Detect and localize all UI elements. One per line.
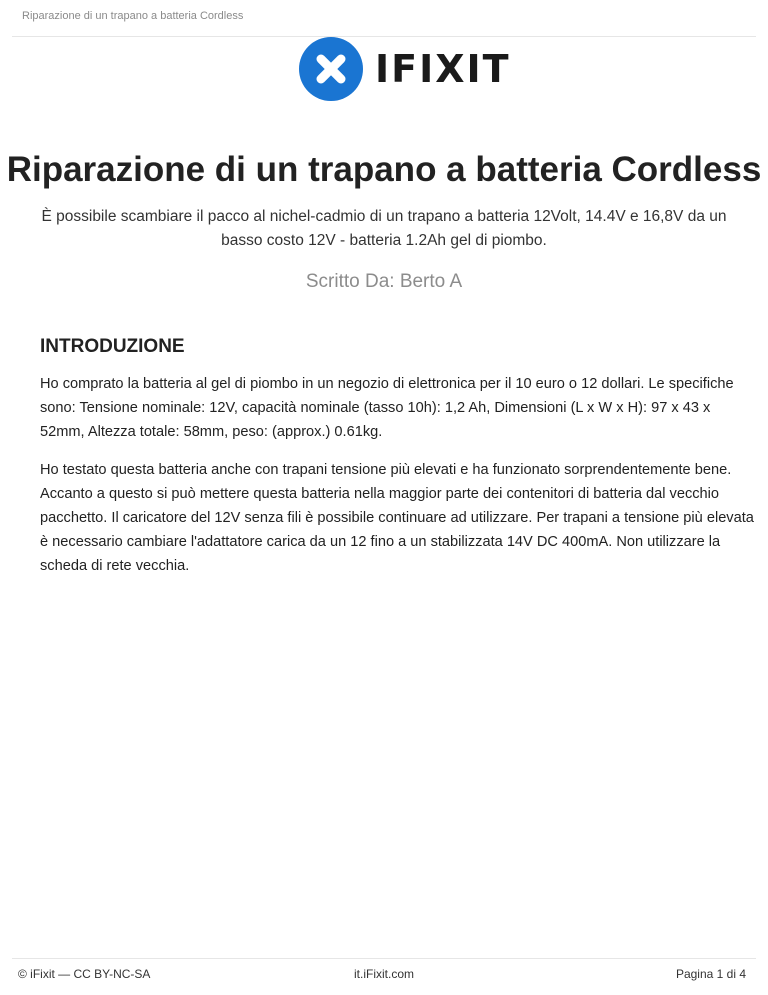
page-footer <box>12 958 756 995</box>
introduction-heading: INTRODUZIONE <box>40 336 185 357</box>
footer-page-number: Pagina 1 di 4 <box>675 967 746 981</box>
footer-site-link[interactable]: it.iFixit.com <box>354 967 414 981</box>
logo-wordmark: IFIXIT <box>375 47 511 91</box>
author-line: Scritto Da: Berto A <box>305 271 463 292</box>
ifixit-logo <box>299 37 511 101</box>
header-title: Riparazione di un trapano a batteria Cordless <box>22 10 244 22</box>
guide-summary: È possibile scambiare il pacco al nichel-cadmio di un trapano a batteria 12Volt, 14.4V e 16,8V da un basso costo 12V - batteria 1.2Ah gel di piombo. <box>41 208 727 249</box>
introduction-paragraph: Ho comprato la batteria al gel di piombo in un negozio di elettronica per il 10 euro o 12 dollari. Le specifiche sono: Tensione nominale: 12V, capacità nominale (tasso 10h): 1,2 Ah, Dimensioni (L x W x H): 97 x 43 x 52mm, Altezza totale: 58mm, peso: (approx.) 0.61kg. <box>40 376 734 440</box>
introduction-paragraph: Ho testato questa batteria anche con trapani tensione più elevati e ha funzionato sorprendentemente bene. Accanto a questo si può mettere questa batteria nella maggior parte dei contenitori di batteria dal vecchio pacchetto. Il caricatore del 12V senza fili è possibile continuare ad utilizzare. Per trapani a tensione più elevata è necessario cambiare l'adattatore carica da un 12 fino a un stabilizzata 14V DC 400mA. Non utilizzare la scheda di rete vecchia. <box>40 462 754 574</box>
footer-license: © iFixit — CC BY-NC-SA <box>18 967 151 981</box>
page-header <box>12 0 756 37</box>
guide-title: Riparazione di un trapano a batteria Cordless <box>6 150 762 189</box>
ifixit-logo-icon <box>299 37 363 101</box>
